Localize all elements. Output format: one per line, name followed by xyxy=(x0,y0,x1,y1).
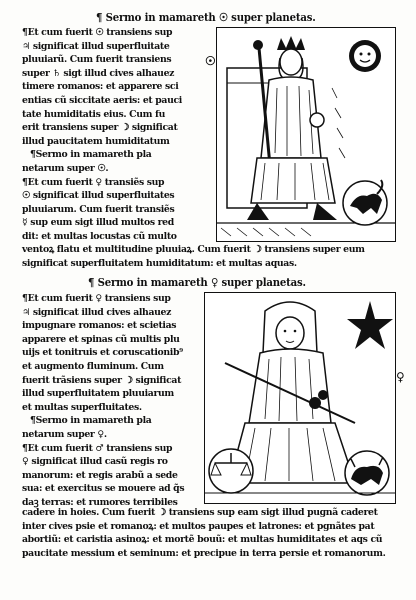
text-line: sua: et exercitus se mouere ad q̃s xyxy=(22,483,185,495)
text-line: abortiũ: et caristia asinoꝝ: et mortẽ bouũ: et multas humiditates et aqs cũ xyxy=(22,534,383,546)
subheading-line: ¶Sermo in mamareth pla xyxy=(30,149,152,161)
text-line: super ♄ sigt illud cives alhauez xyxy=(22,67,175,79)
text-line: ¶Et cum fuerit ♀ transiẽs sup xyxy=(22,176,165,188)
text-line: ☿ sup eum sigt illud multos red xyxy=(22,217,174,229)
text-line: pluuiarũ. Cum fuerit transiens xyxy=(22,54,172,66)
section1-text xyxy=(22,26,222,244)
pilcrow-mark: ¶ xyxy=(88,276,95,289)
section1-fullwidth-text xyxy=(22,243,412,270)
text-line: et augmento fluminum. Cum xyxy=(22,360,164,372)
subheading-line: netarum super ♀. xyxy=(22,428,107,440)
text-line: ¶Et cum fuerit ☉ transiens sup xyxy=(22,27,173,38)
text-line: pluuiarum. Cum fuerit transiẽs xyxy=(22,203,175,215)
text-line: ♃ significat illud superfluitate xyxy=(22,40,170,52)
text-line: daꝫ terras: et rumores terribiles xyxy=(22,496,178,508)
text-line: et multas superfluitates. xyxy=(22,401,142,413)
text-line: apparere et spinas cũ multis plu xyxy=(22,333,180,345)
text-line: timere romanos: et apparere sci xyxy=(22,81,179,93)
section2-text xyxy=(22,292,222,510)
woodcut-king-illustration xyxy=(216,27,396,242)
text-line: cadere in hoies. Cum fuerit ☽ transiens sup eam sigt illud pugnã caderet xyxy=(22,507,378,518)
text-line: illud superfluitatem pluuiarum xyxy=(22,388,174,400)
pilcrow-mark: ¶ xyxy=(96,11,103,24)
section2-heading: ¶ Sermo in mamareth ♀ super planetas. xyxy=(88,276,306,289)
text-line: ¶Et cum fuerit ♀ transiens sup xyxy=(22,293,171,304)
text-line: ☉ significat illud superfluitates xyxy=(22,190,175,202)
text-line: entias cũ siccitate aeris: et pauci xyxy=(22,94,182,106)
text-line: dit: et multas locustas cũ multo xyxy=(22,230,177,242)
text-line: fuerit trãsiens super ☽ significat xyxy=(22,374,182,386)
text-line: ¶Et cum fuerit ♂ transiens sup xyxy=(22,442,173,454)
sun-symbol: ☉ xyxy=(205,54,216,68)
venus-symbol: ♀ xyxy=(396,370,405,384)
text-line: ♃ significat illud cives alhauez xyxy=(22,306,172,318)
text-line: inter cives psie et romanoꝝ: et multos paupes et latrones: et pgnãtes pat xyxy=(22,520,375,532)
text-line: tate humiditatis eius. Cum fu xyxy=(22,108,166,120)
text-line: uijs et tonitruis et coruscationib⁹ xyxy=(22,347,183,359)
subheading-line: netarum super ☉. xyxy=(22,162,109,174)
text-line: illud paucitatem humiditatum xyxy=(22,135,170,147)
text-line: significat superfluitatem humiditatum: et multas aquas. xyxy=(22,257,297,269)
text-line: erit transiens super ☽ significat xyxy=(22,122,178,134)
text-line: ventoꝝ flatu et multitudine pluuiaꝝ. Cum fuerit ☽ transiens super eum xyxy=(22,244,365,255)
section1-heading: ¶ Sermo in mamareth ☉ super planetas. xyxy=(96,11,316,24)
text-line: paucitate messium et seminum: et precipue in terra persie et romanorum. xyxy=(22,547,386,559)
text-line: ♀ significat illud casũ regis ro xyxy=(22,456,168,468)
text-line: impugnare romanos: et scietias xyxy=(22,320,177,332)
subheading-line: ¶Sermo in mamareth pla xyxy=(30,415,152,427)
section2-fullwidth-text xyxy=(22,506,412,560)
text-line: manorum: et regis arabũ a sede xyxy=(22,469,178,481)
woodcut-woman-illustration xyxy=(204,292,396,504)
